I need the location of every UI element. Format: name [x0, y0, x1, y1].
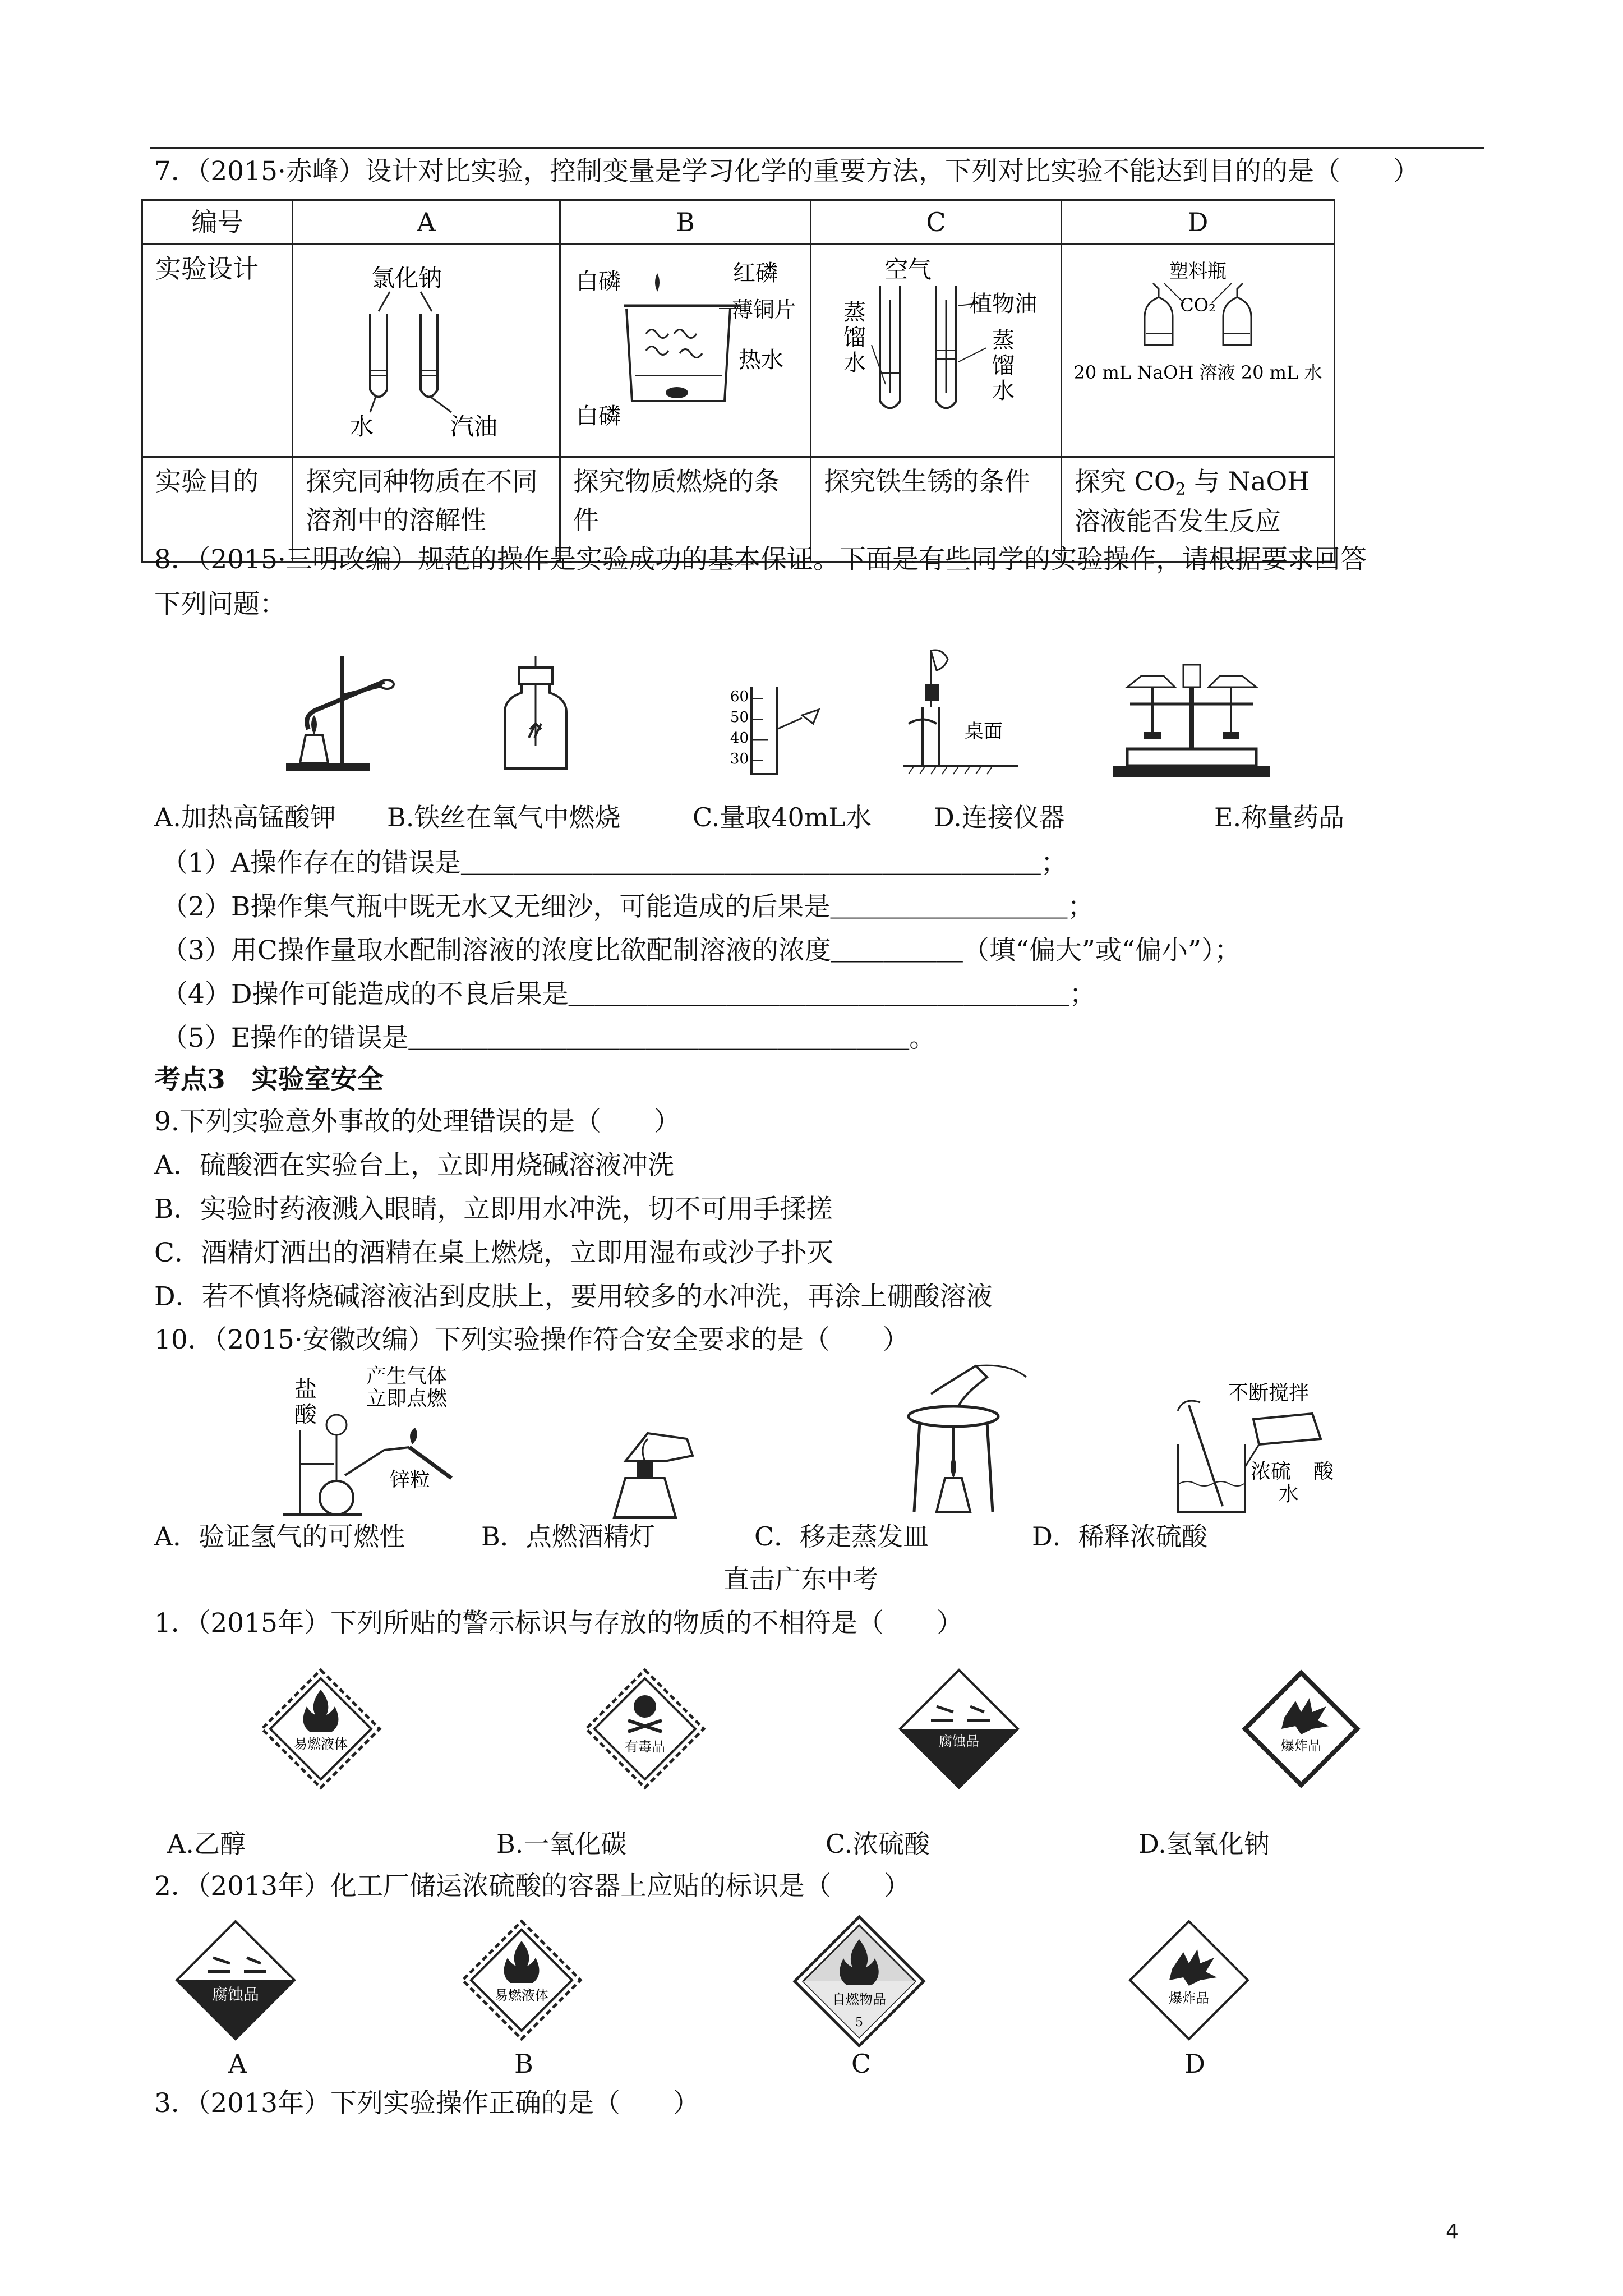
q9-option-d: D．若不慎将烧碱溶液沾到皮肤上，要用较多的水冲洗，再涂上硼酸溶液 — [154, 1281, 993, 1312]
flammable-liquid-sign-icon — [460, 1918, 583, 2042]
q9-option-a: A．硫酸洒在实验台上，立即用烧碱溶液冲洗 — [154, 1150, 674, 1181]
fig-a-zinc: 锌粒 — [390, 1469, 431, 1492]
q8-caption-b: B.铁丝在氧气中燃烧 — [387, 802, 621, 832]
dilution-icon — [1161, 1377, 1340, 1517]
q7-aim-d-pre: 探究 CO — [1075, 466, 1175, 496]
q10-stem: 10．（2015·安徽改编）下列实验操作符合安全要求的是（ ） — [154, 1324, 909, 1355]
section-title: 考点3 实验室安全 — [154, 1064, 384, 1095]
g1-sign-d — [1239, 1667, 1363, 1791]
q8-fig-b — [494, 651, 578, 780]
g1-caption-b: B.一氧化碳 — [496, 1829, 627, 1859]
fig-a-label-water: 水 — [349, 413, 374, 440]
q8-sub-3: （3）用C操作量取水配制溶液的浓度比欲配制溶液的浓度＿＿＿＿＿（填“偏大”或“偏小”）； — [162, 935, 1241, 966]
measuring-cylinder-icon — [730, 682, 830, 777]
fig-b-label-copper: 薄铜片 — [731, 297, 796, 322]
q7-design-a — [293, 245, 560, 457]
hydrogen-apparatus-icon — [272, 1363, 457, 1520]
fig-b-label-white1: 白磷 — [576, 269, 621, 295]
g2-sign-b — [460, 1918, 583, 2042]
g3-stem: 3．（2013年）下列实验操作正确的是（ ） — [154, 2088, 700, 2119]
fig-d-stir: 不断搅拌 — [1228, 1382, 1310, 1405]
fig-d-acid-1: 浓硫 — [1251, 1460, 1292, 1483]
q8-caption-d: D.连接仪器 — [934, 802, 1065, 832]
fig-c-label-l1: 蒸 — [843, 300, 866, 325]
balance-icon — [1108, 654, 1276, 783]
q10-caption-b: B．点燃酒精灯 — [481, 1521, 655, 1552]
fig-a-gas-2: 立即点燃 — [366, 1387, 448, 1410]
q8-fig-e — [1108, 654, 1276, 783]
fig-a-label-gasoline: 汽油 — [450, 413, 498, 440]
q7-aim-b: 探究物质燃烧的条件 — [560, 457, 811, 562]
q7-header-number: 编号 — [142, 200, 293, 245]
explosive-sign-icon — [1127, 1918, 1251, 2042]
q8-fig-d — [897, 645, 1021, 780]
fig-c-label-air: 空气 — [884, 256, 932, 283]
combustion-figure — [573, 250, 797, 440]
g2-sign-a — [174, 1918, 297, 2042]
spontaneous-combustion-sign-icon — [792, 1914, 926, 2049]
g2-stem: 2．（2013年）化工厂储运浓硫酸的容器上应贴的标识是（ ） — [154, 1871, 911, 1902]
g1-sign-b — [583, 1667, 707, 1791]
q7-design-label: 实验设计 — [142, 245, 293, 457]
desk-label: 桌面 — [965, 720, 1003, 743]
tick-40: 40 — [730, 730, 749, 747]
sign-c-label: 腐蚀品 — [939, 1733, 979, 1749]
q7-aim-d-post: 与 NaOH 溶液能否发生反应 — [1075, 466, 1310, 536]
g1-caption-c: C.浓硫酸 — [826, 1829, 930, 1859]
q8-fig-c — [730, 682, 830, 777]
q8-sub-1: （1）A操作存在的错误是＿＿＿＿＿＿＿＿＿＿＿＿＿＿＿＿＿＿＿＿＿＿； — [162, 848, 1067, 878]
tick-50: 50 — [730, 709, 749, 726]
q10-caption-d: D．稀释浓硫酸 — [1032, 1521, 1207, 1552]
fig-a-acid-2: 酸 — [294, 1402, 317, 1428]
g2-sign-c — [792, 1914, 926, 2049]
q10-caption-c: C．移走蒸发皿 — [754, 1521, 929, 1552]
fig-c-label-l3: 水 — [843, 350, 866, 376]
heating-apparatus-icon — [275, 651, 409, 780]
rusting-figure — [824, 250, 1048, 440]
q10-fig-d — [1161, 1377, 1340, 1517]
flammable-liquid-sign-icon — [259, 1667, 382, 1791]
corrosive-sign-icon — [897, 1667, 1021, 1791]
g1-sign-c — [897, 1667, 1021, 1791]
q7-design-b — [560, 245, 811, 457]
g2-sign-c-number: 5 — [855, 2016, 863, 2030]
tick-30: 30 — [730, 751, 749, 767]
q9-stem: 9.下列实验意外事故的处理错误的是（ ） — [154, 1106, 680, 1137]
g1-stem: 1．（2015年）下列所贴的警示标识与存放的物质的不相符是（ ） — [154, 1608, 963, 1639]
q8-stem-1: 8．（2015·三明改编）规范的操作是实验成功的基本保证。下面是有些同学的实验操作，请根据要求回答 — [154, 544, 1367, 575]
q8-stem-2: 下列问题： — [154, 589, 286, 620]
fig-b-label-white2: 白磷 — [576, 403, 621, 429]
q10-fig-b — [603, 1428, 698, 1523]
header-rule — [150, 147, 1484, 149]
q7-aim-c: 探究铁生锈的条件 — [811, 457, 1062, 562]
g2-letter-a: A — [228, 2049, 247, 2079]
fig-d-acid-2: 酸 — [1313, 1460, 1334, 1483]
fig-c-label-r3: 馏 — [992, 353, 1015, 379]
q10-fig-c — [897, 1360, 1026, 1517]
q7-aim-d-sub: 2 — [1175, 480, 1186, 499]
gd-title: 直击广东中考 — [723, 1564, 878, 1594]
q7-header-c: C — [811, 200, 1062, 245]
fig-c-label-l2: 馏 — [843, 325, 866, 351]
g2-sign-c-label: 自燃物品 — [832, 1991, 886, 2007]
test-tubes-figure — [306, 250, 547, 440]
q10-fig-a — [272, 1363, 457, 1520]
page-number: 4 — [1446, 2220, 1459, 2243]
q10-caption-a: A．验证氢气的可燃性 — [154, 1521, 405, 1552]
corrosive-sign-icon — [174, 1918, 297, 2042]
q8-fig-a — [275, 651, 409, 780]
co2-bottles-figure — [1075, 250, 1321, 440]
lighting-lamp-icon — [603, 1428, 698, 1523]
connecting-apparatus-icon — [897, 645, 1021, 780]
fig-b-label-red: 红磷 — [733, 260, 778, 286]
q8-sub-5: （5）E操作的错误是＿＿＿＿＿＿＿＿＿＿＿＿＿＿＿＿＿＿＿。 — [162, 1023, 936, 1053]
g1-caption-d: D.氢氧化钠 — [1138, 1829, 1270, 1859]
q7-header-d: D — [1062, 200, 1335, 245]
q7-table — [141, 199, 1335, 563]
g2-sign-d-label: 爆炸品 — [1169, 1990, 1209, 2006]
q7-design-c — [811, 245, 1062, 457]
g2-sign-a-label: 腐蚀品 — [211, 1985, 260, 2004]
q8-sub-2: （2）B操作集气瓶中既无水又无细沙，可能造成的后果是＿＿＿＿＿＿＿＿＿； — [162, 891, 1094, 922]
fig-a-label-salt: 氯化钠 — [371, 264, 442, 292]
q8-sub-4: （4）D操作可能造成的不良后果是＿＿＿＿＿＿＿＿＿＿＿＿＿＿＿＿＿＿＿； — [162, 979, 1096, 1010]
explosive-sign-icon — [1239, 1667, 1363, 1791]
q9-option-c: C．酒精灯洒出的酒精在桌上燃烧，立即用湿布或沙子扑灭 — [154, 1237, 833, 1268]
sign-d-label: 爆炸品 — [1281, 1738, 1321, 1754]
g2-sign-d — [1127, 1918, 1251, 2042]
q9-option-b: B．实验时药液溅入眼睛，立即用水冲洗，切不可用手揉搓 — [154, 1194, 833, 1225]
q7-design-d — [1062, 245, 1335, 457]
g1-sign-a — [259, 1667, 382, 1791]
fig-c-label-oil: 植物油 — [970, 291, 1037, 317]
g2-sign-b-label: 易燃液体 — [495, 1987, 548, 2003]
sign-b-label: 有毒品 — [625, 1739, 665, 1755]
tick-60: 60 — [730, 688, 749, 705]
fig-d-label-co2: CO₂ — [1180, 295, 1216, 316]
sign-a-label: 易燃液体 — [294, 1736, 348, 1752]
q8-caption-e: E.称量药品 — [1214, 802, 1345, 832]
q7-header-b: B — [560, 200, 811, 245]
g1-caption-a: A.乙醇 — [167, 1829, 246, 1859]
fig-a-acid-1: 盐 — [294, 1377, 317, 1402]
fig-d-label-bottle: 塑料瓶 — [1169, 260, 1227, 283]
gas-bottle-icon — [494, 651, 578, 780]
q7-header-a: A — [293, 200, 560, 245]
fig-d-label-bottom: 20 mL NaOH 溶液 20 mL 水 — [1073, 362, 1322, 383]
g2-letter-c: C — [851, 2049, 872, 2079]
fig-b-label-hotwater: 热水 — [739, 347, 783, 373]
fig-c-label-r4: 水 — [992, 378, 1015, 404]
q8-caption-c: C.量取40mL水 — [693, 802, 872, 832]
q7-aim-a: 探究同种物质在不同溶剂中的溶解性 — [293, 457, 560, 562]
evaporating-dish-icon — [897, 1360, 1026, 1517]
fig-d-water: 水 — [1279, 1483, 1299, 1506]
fig-a-gas-1: 产生气体 — [366, 1365, 448, 1388]
toxic-sign-icon — [583, 1667, 707, 1791]
q7-aim-label: 实验目的 — [142, 457, 293, 562]
q7-stem: 7．（2015·赤峰）设计对比实验，控制变量是学习化学的重要方法，下列对比实验不能达到目的的是（ ） — [154, 156, 1419, 187]
fig-c-label-r2: 蒸 — [992, 328, 1015, 353]
g2-letter-b: B — [514, 2049, 533, 2079]
g2-letter-d: D — [1184, 2049, 1205, 2079]
q8-caption-a: A.加热高锰酸钾 — [154, 802, 336, 832]
